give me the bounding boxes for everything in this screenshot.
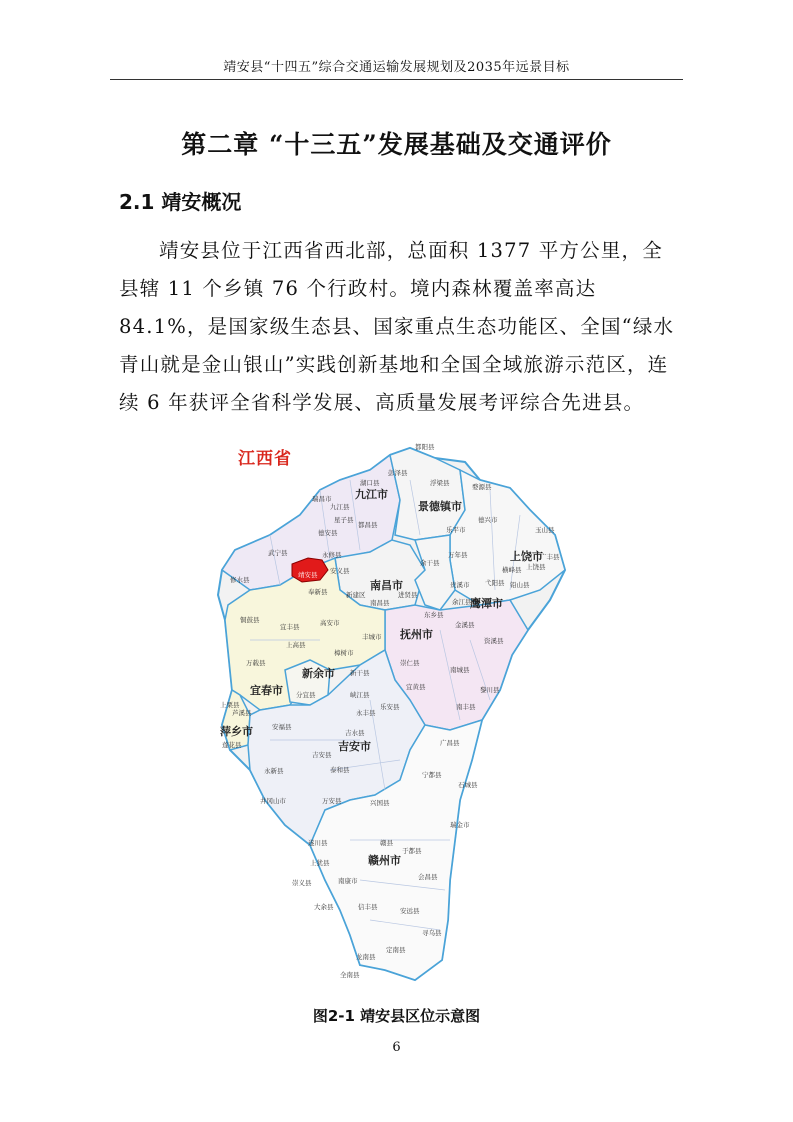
county-label: 分宜县 bbox=[296, 691, 316, 699]
county-label: 九江县 bbox=[330, 503, 350, 511]
county-label: 湖口县 bbox=[360, 479, 380, 487]
county-label: 全南县 bbox=[340, 971, 360, 979]
county-label: 南昌县 bbox=[370, 599, 390, 607]
body-paragraph: 靖安县位于江西省西北部，总面积 1377 平方公里，全县辖 11 个乡镇 76 个行政村。境内森林覆盖率高达 84.1%，是国家级生态县、国家重点生态功能区、全国“绿水青山就是金山银山”实践创新基地和全国全域旅游示范区，连续 6 年获评全省科学发展、高质量发展考评综合先进县。 bbox=[119, 239, 675, 414]
county-label: 广丰县 bbox=[540, 553, 560, 561]
page-number: 6 bbox=[392, 1040, 401, 1055]
city-label-ganzhou: 赣州市 bbox=[368, 854, 401, 867]
city-label-jiujiang: 九江市 bbox=[355, 488, 388, 501]
city-label-fuzhou: 抚州市 bbox=[400, 628, 433, 641]
county-label: 进贤县 bbox=[398, 591, 418, 599]
county-label: 泰和县 bbox=[330, 766, 350, 774]
county-label: 上犹县 bbox=[310, 859, 330, 867]
county-label: 永丰县 bbox=[356, 709, 376, 717]
county-label: 南丰县 bbox=[456, 703, 476, 711]
county-label: 浮梁县 bbox=[430, 479, 450, 487]
county-label: 安远县 bbox=[400, 907, 420, 915]
county-label: 彭泽县 bbox=[388, 469, 408, 477]
county-label: 奉新县 bbox=[308, 588, 328, 596]
county-label: 黎川县 bbox=[480, 686, 500, 694]
county-label: 石城县 bbox=[458, 781, 478, 789]
county-label: 广昌县 bbox=[440, 739, 460, 747]
city-label-shangrao: 上饶市 bbox=[510, 550, 543, 563]
county-label: 贵溪市 bbox=[450, 581, 470, 589]
county-label: 信丰县 bbox=[358, 903, 378, 911]
county-label: 东乡县 bbox=[424, 611, 444, 619]
county-label: 婺源县 bbox=[472, 483, 492, 491]
county-label: 永修县 bbox=[322, 551, 342, 559]
city-label-jingdezhen: 景德镇市 bbox=[418, 500, 462, 513]
county-label: 德安县 bbox=[318, 529, 338, 537]
county-label: 瑞昌市 bbox=[312, 495, 332, 503]
county-label: 资溪县 bbox=[484, 637, 504, 645]
running-header: 靖安县“十四五”综合交通运输发展规划及2035年远景目标 bbox=[223, 60, 570, 75]
county-label: 樟树市 bbox=[334, 649, 354, 657]
county-label: 永新县 bbox=[264, 767, 284, 775]
county-label: 万安县 bbox=[322, 797, 342, 805]
county-label: 遂川县 bbox=[308, 839, 328, 847]
county-label: 乐安县 bbox=[380, 703, 400, 711]
county-label: 新建区 bbox=[346, 591, 366, 599]
city-label-xinyu: 新余市 bbox=[302, 667, 335, 680]
county-label: 吉安县 bbox=[312, 751, 332, 759]
county-label: 崇仁县 bbox=[400, 659, 420, 667]
county-label: 玉山县 bbox=[535, 526, 555, 534]
county-label: 上栗县 bbox=[220, 701, 240, 709]
county-label: 都昌县 bbox=[358, 521, 378, 529]
county-label: 余干县 bbox=[420, 559, 440, 567]
county-label: 于都县 bbox=[402, 847, 422, 855]
county-label: 都阳县 bbox=[415, 443, 435, 451]
county-label: 安福县 bbox=[272, 723, 292, 731]
section-heading: 2.1 靖安概况 bbox=[119, 190, 242, 214]
county-label: 会昌县 bbox=[418, 873, 438, 881]
county-label: 乐平市 bbox=[446, 526, 466, 534]
location-map bbox=[210, 440, 570, 995]
county-label: 南康市 bbox=[338, 877, 358, 885]
county-label: 铜鼓县 bbox=[240, 616, 260, 624]
county-label: 崇义县 bbox=[292, 879, 312, 887]
county-label: 星子县 bbox=[334, 516, 354, 524]
county-label: 新干县 bbox=[350, 669, 370, 677]
county-label: 南城县 bbox=[450, 666, 470, 674]
county-label: 龙南县 bbox=[356, 953, 376, 961]
county-label: 修水县 bbox=[230, 576, 250, 584]
county-label: 井冈山市 bbox=[260, 797, 286, 805]
county-label: 武宁县 bbox=[268, 549, 288, 557]
map-graphic bbox=[210, 440, 570, 995]
county-label: 弋阳县 bbox=[485, 579, 505, 587]
county-label: 丰城市 bbox=[362, 633, 382, 641]
county-label: 上高县 bbox=[286, 641, 306, 649]
county-label: 芦溪县 bbox=[232, 709, 252, 717]
county-label-jingan: 靖安县 bbox=[298, 571, 318, 579]
county-label: 定南县 bbox=[386, 946, 406, 954]
county-label: 金溪县 bbox=[455, 621, 475, 629]
county-label: 余江县 bbox=[452, 598, 472, 606]
county-label: 赣县 bbox=[380, 839, 393, 847]
county-label: 万年县 bbox=[448, 551, 468, 559]
province-label: 江西省 bbox=[238, 449, 292, 469]
county-label: 峡江县 bbox=[350, 691, 370, 699]
county-label: 铅山县 bbox=[510, 581, 530, 589]
chapter-title: 第二章 “十三五”发展基础及交通评价 bbox=[181, 130, 612, 159]
county-label: 宜丰县 bbox=[280, 623, 300, 631]
city-label-pingxiang: 萍乡市 bbox=[220, 725, 253, 738]
header-divider bbox=[110, 79, 683, 80]
county-label: 莲花县 bbox=[222, 741, 242, 749]
county-label: 德兴市 bbox=[478, 516, 498, 524]
city-label-yichun: 宜春市 bbox=[250, 684, 283, 697]
county-label: 寻乌县 bbox=[422, 929, 442, 937]
figure-caption: 图2-1 靖安县区位示意图 bbox=[312, 1007, 481, 1025]
city-label-yingtan: 鹰潭市 bbox=[470, 597, 503, 610]
county-label: 横峰县 bbox=[502, 566, 522, 574]
county-label: 瑞金市 bbox=[450, 821, 470, 829]
city-label-nanchang: 南昌市 bbox=[370, 579, 403, 592]
county-label: 吉水县 bbox=[345, 729, 365, 737]
county-label: 万载县 bbox=[246, 659, 266, 667]
county-label: 上饶县 bbox=[526, 563, 546, 571]
county-label: 宜黄县 bbox=[406, 683, 426, 691]
county-label: 兴国县 bbox=[370, 799, 390, 807]
county-label: 高安市 bbox=[320, 619, 340, 627]
county-label: 大余县 bbox=[314, 903, 334, 911]
county-label: 安义县 bbox=[330, 567, 350, 575]
city-label-jian: 吉安市 bbox=[338, 740, 371, 753]
county-label: 宁都县 bbox=[422, 771, 442, 779]
